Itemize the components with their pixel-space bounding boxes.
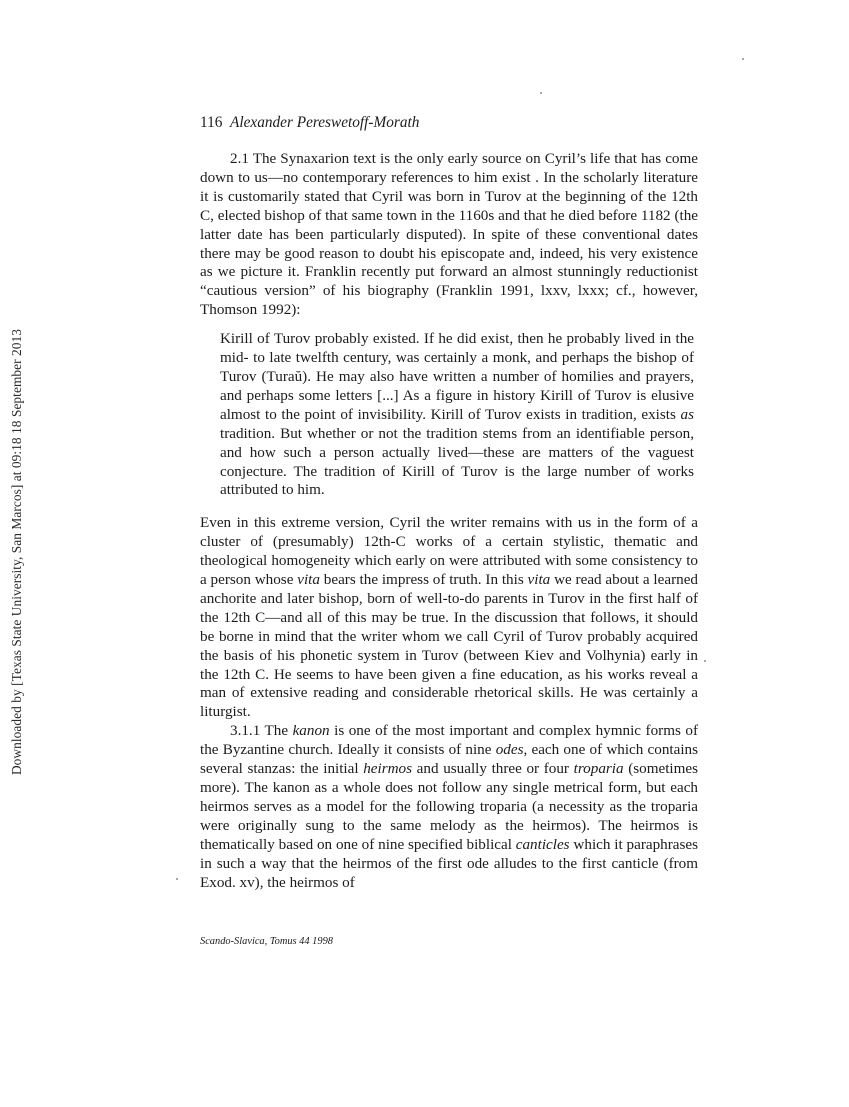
running-header [200,114,419,133]
emphasis-vita: vita [527,571,551,589]
running-header-author: Alexander Pereswetoff-Morath [230,114,420,131]
quote-text: tradition. But whether or not the tradition stems from an identifiable person, and how such a person actually lived—these are matters of the vaguest conjecture. The tradition of Kirill of Turov is the large number of works attributed to him. [220,424,694,499]
paragraph-text: 3.1.1 The [230,722,293,740]
paragraph-3-1-1 [200,722,698,892]
paragraph-text: , each one of which contains several stanzas: the initial [200,741,699,778]
paragraph-text: and usually three or four [412,760,574,778]
paragraph-text: (sometimes more). The kanon as a whole does not follow any single metrical form, but each heirmos serves as a model for the following troparia (a necessity as the troparia were originally sung to the same melody as the heirmos). The heirmos is thematically based on one of nine specified biblical [200,760,699,853]
paragraph-text: which it paraphrases in such a way that the heirmos of the first ode alludes to the first canticle (from Exod. xv), the heirmos of [200,835,698,891]
emphasis-troparia: troparia [573,760,624,778]
emphasis-vita: vita [297,571,320,589]
emphasis-odes: odes [495,741,524,759]
emphasis-heirmos: heirmos [363,760,413,778]
scan-speck [540,92,542,94]
journal-footer: Scando-Slavica, Tomus 44 1998 [200,936,333,947]
paragraph-extreme-version [200,514,698,722]
emphasis-canticles: canticles [515,835,570,853]
paragraph-text: 2.1 The Synaxarion text is the only early source on Cyril’s life that has come down to us—no contemporary references to him exist . In the scholarly literature it is customarily stated that Cyril was born in Turov at the beginning of the 12th C, elected bishop of that same town in the 1160s and that he died before 1182 (the latter date has been particularly disputed). In spite of these conventional dates there may be good reason to doubt his episcopate and, indeed, his very existence as we picture it. Franklin recently put forward an almost stunningly reductionist “cautious version” of his biography (Franklin 1991, lxxv, lxxx; cf., however, Thomson 1992): [200,150,698,319]
scan-speck [176,878,178,880]
block-quote-franklin [220,330,694,500]
scan-speck [704,660,706,662]
scan-speck [742,58,744,60]
body-text [200,150,698,892]
download-watermark [2,297,32,807]
paragraph-text: is one of the most important and complex hymnic forms of the Byzantine church. Ideally it consists of nine [200,722,698,759]
paragraph-text: we read about a learned anchorite and later bishop, born of well-to-do parents in Turov in the first half of the 12th C—and all of this may be true. In the discussion that follows, it should be borne in mind that the writer whom we call Cyril of Turov probably acquired the basis of his phonetic system in Turov (between Kiev and Volhynia) early in the 12th C. He seems to have been given a fine education, as his works reveal a man of extensive reading and considerable rhetorical skills. He was certainly a liturgist. [200,571,698,721]
paragraph-text: bears the impress of truth. In this [319,571,528,589]
download-watermark-text: Downloaded by [Texas State University, San Marcos] at 09:18 18 September 2013 [9,328,25,776]
paragraph-text: Even in this extreme version, Cyril the writer remains with us in the form of a cluster of (presumably) 12th-C works of a certain stylistic, thematic and theological homogeneity which early on were attributed with some consistency to a person whose [200,514,698,589]
page-number: 116 [200,114,223,131]
quote-text: Kirill of Turov probably existed. If he did exist, then he probably lived in the mid- to late twelfth century, was certainly a monk, and perhaps the bishop of Turov (Turaŭ). He may also have written a number of homilies and prayers, and perhaps some letters [...] As a figure in history Kirill of Turov is elusive almost to the point of invisibility. Kirill of Turov exists in tradition, exists [220,330,694,423]
paragraph-2-1 [200,150,698,320]
emphasis-kanon: kanon [292,722,330,740]
quote-emphasis: as [680,405,694,423]
